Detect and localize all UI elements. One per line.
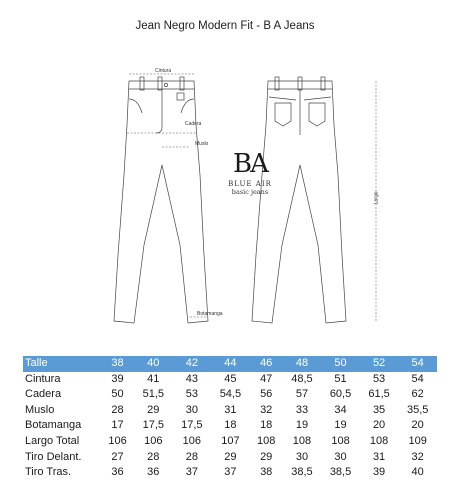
logo-name: BLUE AIR: [228, 180, 272, 188]
table-cell: 51,5: [142, 388, 165, 401]
table-cell: 56: [260, 388, 273, 401]
table-cell: 36: [111, 466, 124, 479]
table-cell: 109: [408, 434, 427, 447]
table-cell: 38: [260, 466, 273, 479]
table-cell: 19: [295, 419, 309, 432]
table-cell: 36: [147, 466, 160, 479]
table-cell: 39: [372, 466, 386, 479]
table-cell: 27: [111, 450, 124, 463]
table-cell: 108: [369, 434, 389, 447]
table-header-row: [23, 356, 437, 372]
table-cell: 48,5: [291, 372, 313, 385]
table-cell: 60,5: [329, 388, 352, 401]
table-header-cell: 52: [372, 357, 386, 369]
table-cell: 54: [411, 372, 424, 385]
table-cell: 18: [224, 419, 237, 432]
table-cell: 107: [221, 434, 240, 447]
table-row: [23, 372, 437, 388]
table-cell: 41: [147, 372, 160, 385]
table-cell: 33: [295, 403, 309, 416]
table-cell: 37: [185, 466, 198, 479]
logo-tagline: basic jeans: [231, 188, 269, 196]
table-cell: 28: [147, 450, 160, 463]
brand-logo: [218, 150, 282, 196]
table-cell: 54,5: [219, 388, 242, 401]
table-cell: 43: [185, 372, 198, 385]
table-header-cell: 40: [147, 357, 160, 369]
table-cell: 29: [260, 450, 273, 463]
table-cell: 29: [147, 403, 160, 416]
table-header-cell: 38: [111, 357, 124, 369]
table-cell: 50: [111, 388, 124, 401]
logo-mark: BA: [233, 149, 267, 179]
table-cell: 106: [144, 434, 163, 447]
table-cell: 39: [111, 372, 124, 385]
table-cell: 32: [260, 403, 273, 416]
table-header-cell: 54: [411, 357, 424, 369]
table-cell: 53: [185, 388, 198, 401]
table-cell: 106: [182, 434, 202, 447]
row-label: Botamanga: [25, 419, 82, 432]
label-muslo: Muslo: [195, 141, 209, 147]
table-cell: 108: [257, 434, 276, 447]
table-cell: 17,5: [142, 419, 165, 432]
table-cell: 30: [185, 403, 198, 416]
table-cell: 108: [331, 434, 350, 447]
table-row: [23, 403, 437, 419]
table-cell: 40: [411, 466, 424, 479]
row-label: Tiro Delant.: [25, 450, 82, 463]
table-cell: 108: [292, 434, 312, 447]
table-header-cell: Talle: [25, 357, 48, 369]
size-chart-table: [23, 356, 437, 481]
table-cell: 35: [372, 403, 386, 416]
table-cell: 37: [224, 466, 237, 479]
table-row: [23, 387, 437, 403]
table-row: [23, 465, 437, 481]
table-row: [23, 418, 437, 434]
row-label: Largo Total: [25, 434, 80, 447]
table-cell: 47: [260, 372, 273, 385]
table-header-cell: 44: [224, 357, 237, 369]
table-cell: 17,5: [181, 419, 203, 432]
table-cell: 30: [334, 450, 347, 463]
table-cell: 20: [372, 419, 386, 432]
table-cell: 31: [372, 450, 386, 463]
table-cell: 19: [334, 419, 347, 432]
label-largo: Largo: [373, 191, 380, 205]
table-cell: 34: [334, 403, 347, 416]
table-cell: 30: [295, 450, 309, 463]
table-cell: 106: [108, 434, 127, 447]
row-label: Cadera: [25, 388, 62, 401]
table-header-cell: 48: [295, 357, 309, 369]
label-cintura: Cintura: [155, 68, 172, 74]
table-cell: 28: [185, 450, 198, 463]
table-cell: 32: [411, 450, 424, 463]
table-cell: 38,5: [291, 466, 313, 479]
table-cell: 61,5: [368, 388, 390, 401]
table-cell: 62: [411, 388, 424, 401]
table-header-cell: 42: [185, 357, 198, 369]
table-cell: 45: [224, 372, 237, 385]
table-row: [23, 450, 437, 466]
label-botamanga: Botamanga: [197, 311, 223, 317]
table-cell: 17: [111, 419, 124, 432]
table-cell: 20: [411, 419, 424, 432]
table-cell: 18: [260, 419, 273, 432]
table-cell: 57: [295, 388, 309, 401]
table-cell: 31: [224, 403, 237, 416]
table-header-cell: 46: [260, 357, 273, 369]
row-label: Cintura: [25, 372, 61, 385]
table-cell: 35,5: [406, 403, 429, 416]
row-label: Tiro Tras.: [25, 466, 72, 479]
table-header-cell: 50: [334, 357, 347, 369]
label-cadera: Cadera: [185, 121, 202, 127]
table-cell: 38,5: [329, 466, 352, 479]
page-title: Jean Negro Modern Fit - B A Jeans: [135, 20, 315, 32]
table-cell: 53: [372, 372, 386, 385]
row-label: Muslo: [25, 403, 55, 416]
table-cell: 28: [111, 403, 124, 416]
table-row: [23, 434, 437, 450]
table-cell: 51: [334, 372, 347, 385]
table-cell: 29: [224, 450, 237, 463]
